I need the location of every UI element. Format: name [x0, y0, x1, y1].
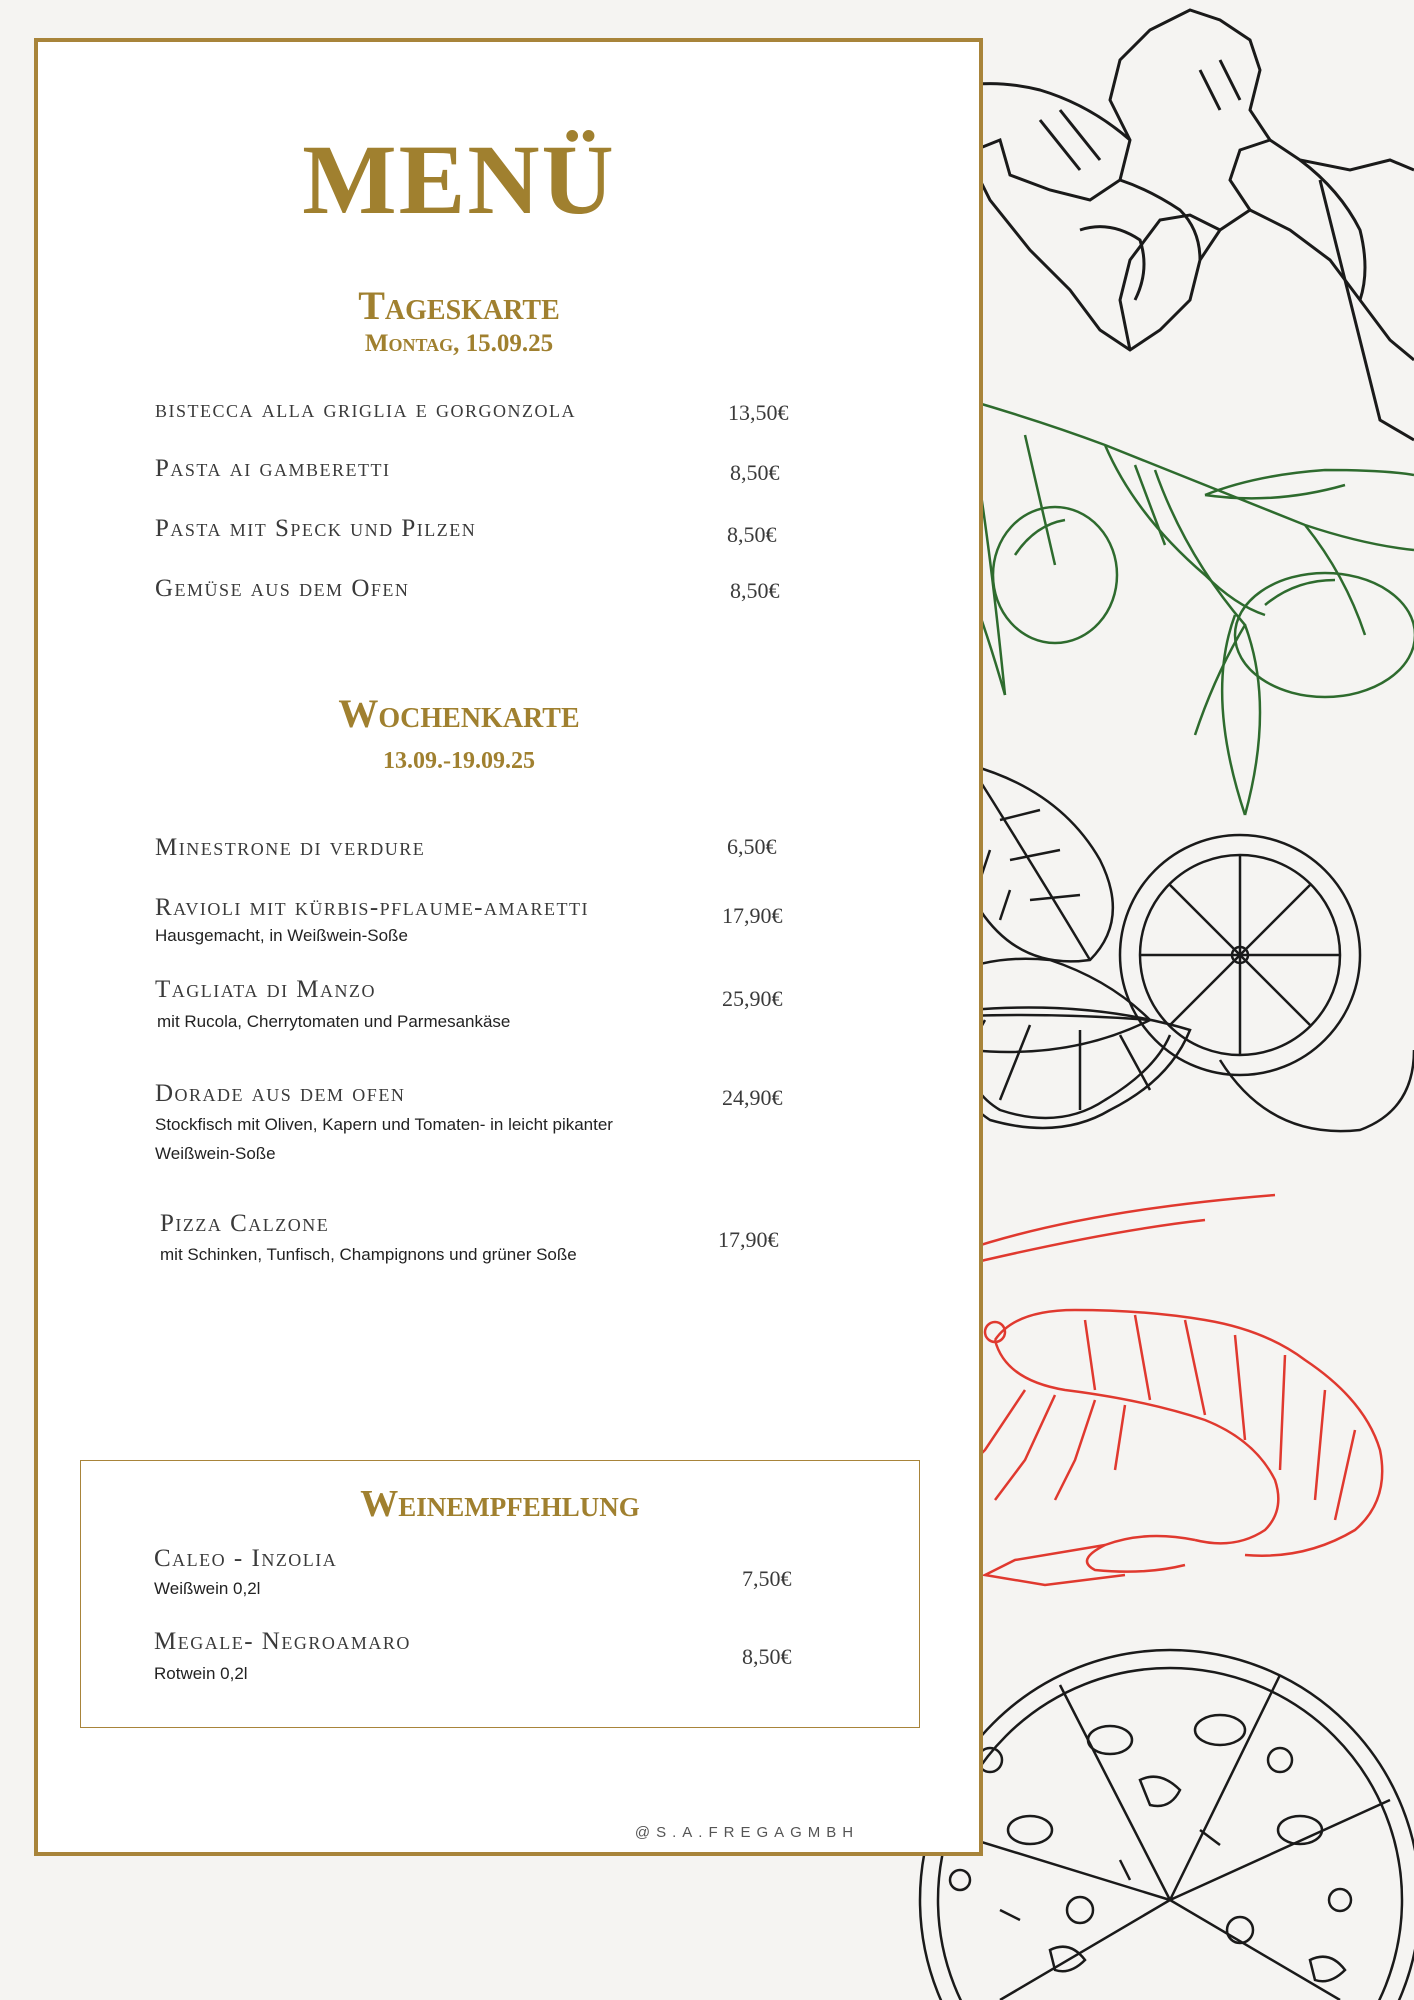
wochen-item-3-desc: mit Rucola, Cherrytomaten und Parmesankäse [157, 1012, 511, 1031]
wochen-item-4-price: 24,90€ [722, 1085, 783, 1110]
tages-item-2-name: Pasta ai gamberetti [155, 455, 391, 482]
wochen-item-5-desc: mit Schinken, Tunfisch, Champignons und grüner Soße [160, 1245, 577, 1264]
tages-item-4-name: Gemüse aus dem Ofen [155, 575, 410, 602]
wochen-item-2-name: Ravioli mit kürbis-pflaume-amaretti [155, 894, 589, 921]
tages-item-4-price: 8,50€ [730, 578, 780, 603]
tageskarte-date: Montag, 15.09.25 [364, 330, 554, 357]
wine-item-1-price: 7,50€ [742, 1566, 792, 1591]
tages-item-3-name: Pasta mit Speck und Pilzen [155, 515, 477, 542]
menu-title: MENÜ [302, 124, 616, 235]
wochen-item-2-price: 17,90€ [722, 903, 783, 928]
tages-item-1-name: bistecca alla griglia e gorgonzola [155, 396, 576, 423]
wine-item-1-name: Caleo - Inzolia [154, 1545, 338, 1572]
wine-title: Weinempfehlung [360, 1483, 640, 1525]
wochen-item-5-name: Pizza Calzone [160, 1210, 330, 1237]
footer-handle: @S.A.FREGAGMBH [634, 1824, 860, 1841]
wochen-item-1-price: 6,50€ [727, 834, 777, 859]
wochen-item-3-name: Tagliata di Manzo [155, 976, 377, 1003]
tageskarte-title: Tageskarte [358, 283, 560, 328]
wine-item-2-name: Megale- Negroamaro [154, 1628, 411, 1655]
wochen-item-1-name: Minestrone di verdure [155, 834, 426, 861]
tages-item-3-price: 8,50€ [727, 522, 777, 547]
wochen-item-4-name: Dorade aus dem ofen [155, 1080, 406, 1107]
tages-item-2-price: 8,50€ [730, 460, 780, 485]
wine-item-2-price: 8,50€ [742, 1644, 792, 1669]
tages-item-1-price: 13,50€ [728, 400, 789, 425]
wochen-item-4-desc: Stockfisch mit Oliven, Kapern und Tomaten- in leicht pikanter Weißwein-Soße [155, 1115, 613, 1163]
wochen-item-5-price: 17,90€ [718, 1227, 779, 1252]
wochen-item-2-desc: Hausgemacht, in Weißwein-Soße [155, 926, 408, 945]
wine-item-1-desc: Weißwein 0,2l [154, 1579, 261, 1598]
wochenkarte-title: Wochenkarte [338, 691, 580, 736]
wochen-item-3-price: 25,90€ [722, 986, 783, 1011]
wochenkarte-date: 13.09.-19.09.25 [383, 748, 535, 774]
wine-item-2-desc: Rotwein 0,2l [154, 1664, 248, 1683]
